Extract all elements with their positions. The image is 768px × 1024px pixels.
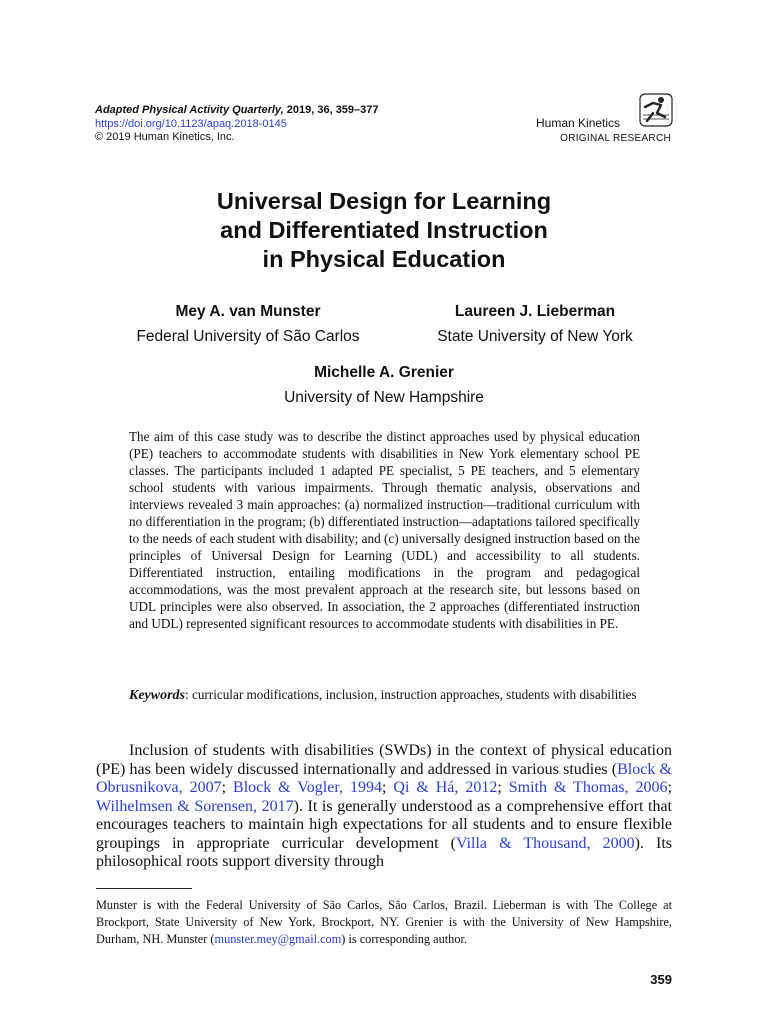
citation-separator: ; bbox=[381, 779, 394, 796]
journal-volume-pages: 2019, 36, 359–377 bbox=[283, 104, 379, 116]
keywords-list: curricular modifications, inclusion, instruction approaches, students with disabilities bbox=[188, 687, 637, 702]
author-affiliation: University of New Hampshire bbox=[284, 389, 484, 406]
citation-separator: ; bbox=[667, 779, 673, 796]
author-name: Michelle A. Grenier bbox=[314, 364, 454, 381]
citation-link[interactable]: Block & Obrusnikova, 2007 bbox=[96, 760, 673, 796]
publisher-name: Human Kinetics bbox=[536, 116, 621, 130]
author-name: Mey A. van Munster bbox=[175, 303, 321, 320]
footnote-text: Munster is with the Federal University of São Carlos, São Carlos, Brazil. Lieberman is with The College at Brockport, State University of New York, Brockport, NY. Grenier is with the University of New Hampshire, Durham, NH. Munster ( bbox=[96, 898, 672, 946]
citation-link[interactable]: Villa & Thousand, 2000 bbox=[455, 834, 635, 852]
email-link[interactable]: munster.mey@gmail.com bbox=[214, 932, 342, 946]
human-kinetics-logo-icon bbox=[639, 93, 673, 127]
body-text-segment: Inclusion of students with disabilities (SWDs) in the context of physical education (PE) has been widely discussed internationally and addressed in various studies ( bbox=[96, 742, 672, 778]
citation-link[interactable]: Wilhelmsen & Sorensen, 2017 bbox=[96, 797, 294, 815]
body-paragraph bbox=[96, 742, 672, 872]
title-line: Universal Design for Learning bbox=[216, 188, 552, 214]
footnote-text: ) is corresponding author. bbox=[341, 932, 467, 946]
keywords-label: Keywords bbox=[129, 688, 185, 703]
keywords bbox=[129, 686, 640, 704]
author-affiliation: State University of New York bbox=[437, 328, 633, 345]
body-text-segment: ). It is generally understood as a comprehensive effort that encourages teachers to maintain high expectations for all students and to ensure flexible groupings in appropriate curricular development ( bbox=[96, 797, 672, 852]
body-text-segment: ). Its philosophical roots support diversity through bbox=[96, 834, 673, 870]
author-affiliation: Federal University of São Carlos bbox=[136, 328, 360, 345]
citation-link[interactable]: Smith & Thomas, 2006 bbox=[508, 779, 668, 796]
journal-name: Adapted Physical Activity Quarterly, bbox=[95, 104, 284, 116]
abstract: The aim of this case study was to describe the distinct approaches used by physical education (PE) teachers to accommodate students with disabilities in New York elementary school PE classes. The participants included 1 adapted PE specialist, 5 PE teachers, and 5 elementary school students with various impairments. Through thematic analysis, observations and interviews revealed 3 main approaches: (a) normalized instruction—traditional curriculum with no differentiation in the program; (b) differentiated instruction—adaptations tailored specifically to the needs of each student with disability; and (c) universally designed instruction based on the principles of Universal Design for Learning (UDL) and accessibility to all students. Differentiated instruction, entailing modifications in the program and pedagogical accommodations, was the most prevalent approach at the research site, but lessons based on UDL principles were also observed. In association, the 2 approaches (differentiated instruction and UDL) represented significant resources to accommodate students with disabilities in PE. bbox=[129, 429, 640, 631]
keywords-colon: : bbox=[185, 687, 189, 702]
author-footnote bbox=[96, 897, 672, 948]
copyright-notice: © 2019 Human Kinetics, Inc. bbox=[95, 131, 235, 143]
citation-link[interactable]: Block & Vogler, 1994 bbox=[233, 779, 382, 796]
author-block bbox=[110, 303, 386, 346]
article-title bbox=[0, 187, 768, 274]
doi-link[interactable]: https://doi.org/10.1123/apaq.2018-0145 bbox=[95, 118, 287, 130]
journal-citation bbox=[95, 104, 379, 117]
author-name: Laureen J. Lieberman bbox=[454, 303, 616, 320]
page-number: 359 bbox=[650, 972, 672, 987]
title-line: in Physical Education bbox=[262, 246, 506, 272]
article-type-label: ORIGINAL RESEARCH bbox=[560, 133, 671, 144]
title-line: and Differentiated Instruction bbox=[220, 217, 548, 243]
citation-link[interactable]: Qi & Há, 2012 bbox=[393, 779, 498, 796]
footnote-divider bbox=[96, 888, 192, 889]
citation-separator: ; bbox=[497, 779, 509, 796]
author-block bbox=[234, 364, 534, 407]
author-block bbox=[410, 303, 660, 346]
citation-separator: ; bbox=[221, 779, 234, 796]
